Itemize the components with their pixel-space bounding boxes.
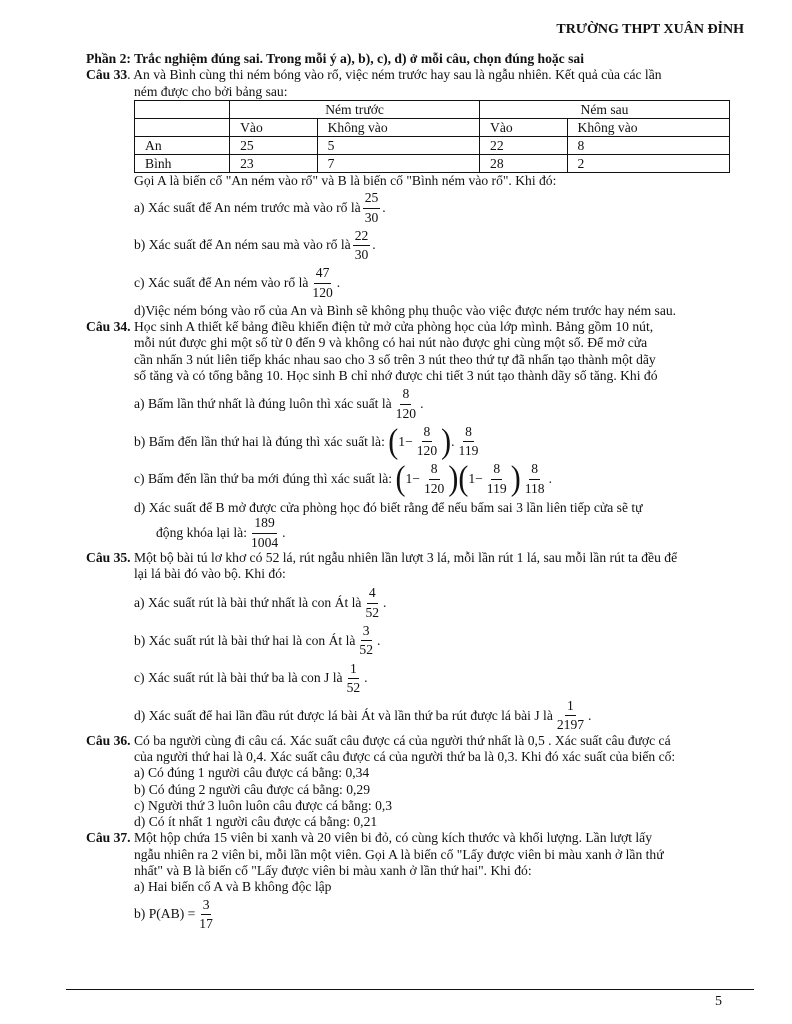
denominator: 30 [354,247,369,263]
q37-text-2: ngẫu nhiên ra 2 viên bi, mỗi lần một viên. Gọi A là biến cố "Lấy được viên bi màu xanh ở lần thứ [134,846,664,862]
fraction [345,662,363,696]
q35-option-b: b) Xác suất rút là bài thứ hai là con Át là $\frac{3}{52}$ . [134,623,381,658]
denominator: 119 [458,443,479,459]
table-group-after: Ném sau [480,100,730,118]
question-35 [86,550,726,733]
q34-option-a: a) Bấm lần thứ nhất là đúng luôn thì xác suất là $\frac{8}{120}$ . [134,386,424,421]
one: 1 [398,433,406,449]
numerator: 8 [463,425,474,442]
q35-label: Câu 35. [86,549,131,565]
q33-option-d: d)Việc ném bóng vào rổ của An và Bình sẽ không phụ thuộc vào việc được ném trước hay ném sau. [134,302,677,318]
q33-table [134,100,730,173]
denominator: 120 [395,405,417,421]
denominator: 120 [312,284,333,300]
table-cell: 5 [317,136,479,154]
numerator: 4 [367,586,378,603]
table-corner [135,100,230,118]
question-37 [86,830,726,931]
table-cell: Bình [135,154,230,172]
fraction [357,624,375,658]
table-cell: 25 [230,136,318,154]
fraction [415,425,439,459]
q35-text-2: lại lá bài đó vào bộ. Khi đó: [134,566,286,582]
q34-text-4: số tăng và có tổng bằng 10. Học sinh B chỉ nhớ được chi tiết 3 nút tạo thành dãy số tăng. Khi đó [134,368,658,384]
q36-option-b: b) Có đúng 2 người câu được cá bằng: 0,29 [134,781,370,797]
q33-option-a: a) Xác suất để An ném trước mà vào rổ là $\frac{25}{30}$ . [134,190,386,225]
denominator: 52 [359,642,373,658]
numerator: 189 [252,516,276,533]
table-cell: 22 [480,136,568,154]
option-text: a) Xác suất để An ném trước mà vào rổ là [134,199,361,215]
q36-text-1: Có ba người cùng đi câu cá. Xác suất câu được cá của người thứ nhất là 0,5 . Xác suất câu được cá [130,732,671,748]
one: 1 [405,471,413,487]
fraction [363,586,381,620]
fraction [523,462,547,496]
q34-option-d-text: d) Xác suất để B mở được cửa phòng học đó biết rằng để nếu bấm sai 3 lần liên tiếp cửa sẽ tự [134,500,643,515]
q33-label: Câu 33 [86,67,128,83]
numerator: 22 [353,229,371,246]
table-row [135,136,730,154]
table-cell: An [135,136,230,154]
q37-text-1: Một hộp chứa 15 viên bi xanh và 20 viên bi đỏ, có cùng kích thước và khối lượng. Lần lượt lấy [130,830,653,846]
question-36 [86,733,726,831]
option-text: b) Xác suất để An ném sau mà vào rổ là [134,237,351,253]
table-group-before: Ném trước [230,100,480,118]
q33-option-b: b) Xác suất để An ném sau mà vào rổ là $\frac{22}{30}$ . [134,227,376,263]
numerator: 1 [565,699,576,716]
q35-option-c: c) Xác suất rút là bài thứ ba là con J là $\frac{1}{52}$ . [134,660,368,695]
parenthesis-group: ( 1 − $\frac{8}{120}$ ) [388,422,452,461]
denominator: 52 [365,604,380,620]
table-cell: 2 [567,154,729,172]
table-corner-2 [135,118,230,136]
q37-label: Câu 37. [86,830,131,846]
q33-option-c: c) Xác suất để An ném vào rổ là $\frac{47}{120}$ . [134,265,341,300]
option-text: b) Xác suất rút là bài thứ hai là con Át là [134,632,356,648]
denominator: 118 [524,480,545,496]
q34-label: Câu 34. [86,319,131,335]
q36-option-a: a) Có đúng 1 người câu được cá bằng: 0,34 [134,765,370,781]
q36-label: Câu 36. [86,732,131,748]
numerator: 25 [363,191,381,208]
denominator: 1004 [250,534,279,550]
fraction [353,229,371,263]
denominator: 30 [364,209,379,225]
q37-option-a: a) Hai biến cố A và B không độc lập [134,879,332,895]
fraction [485,462,509,496]
option-text: c) Xác suất rút là bài thứ ba là con J là [134,670,343,686]
numerator: 47 [314,266,332,283]
question-34 [86,319,726,550]
table-cell: 23 [230,154,318,172]
numerator: 1 [348,662,359,679]
table-sub-header: Không vào [567,118,729,136]
q35-text-1: Một bộ bài tú lơ khơ có 52 lá, rút ngẫu nhiên lần lượt 3 lá, mỗi lần rút 1 lá, sau mỗi lần rút ta đều để [130,549,678,565]
numerator: 3 [201,898,212,915]
option-text: a) Bấm lần thứ nhất là đúng luôn thì xác suất là [134,396,392,412]
fraction [249,516,280,550]
q36-option-d: d) Có ít nhất 1 người câu được cá bằng: 0,21 [134,814,378,830]
fraction [394,387,418,421]
q34-option-c: c) Bấm đến lần thứ ba mới đúng thì xác suất là: ( 1 − $\frac{8}{120}$ ) ( 1 − $\frac{8}{119}$ ) $\frac{8}{118}$ . [134,459,552,498]
numerator: 8 [491,462,502,479]
q37-text-3: nhất" và B là biến cố "Lấy được viên bi màu xanh ở lần thứ hai". Khi đó: [134,863,532,879]
table-sub-header: Vào [480,118,568,136]
numerator: 8 [429,462,440,479]
table-sub-header: Vào [230,118,318,136]
table-cell: 8 [567,136,729,154]
table-row [135,154,730,172]
table-cell: 7 [317,154,479,172]
fraction [422,462,446,496]
part-title: Phần 2: Trắc nghiệm đúng sai. Trong mỗi ý a), b), c), d) ở mỗi câu, chọn đúng hoặc sai [86,51,584,66]
q34-text-3: cần nhấn 3 nút liên tiếp khác nhau sao cho 3 số trên 3 nút theo thứ tự đã nhấn tạo thành một dãy [134,351,656,367]
table-sub-header: Không vào [317,118,479,136]
question-33 [86,67,726,319]
fraction [457,425,481,459]
denominator: 2197 [556,717,585,733]
q34-option-b: b) Bấm đến lần thứ hai là đúng thì xác suất là: ( 1 − $\frac{8}{120}$ ) . $\frac{8}{119}$ [134,422,479,461]
option-text: b) Bấm đến lần thứ hai là đúng thì xác suất là: [134,433,385,449]
q33-text-1: . An và Bình cùng thi ném bóng vào rổ, việc ném trước hay sau là ngẫu nhiên. Kết quả của các lần [127,67,662,83]
footer-divider [66,989,754,990]
school-header: TRƯỜNG THPT XUÂN ĐỈNH [556,22,744,37]
denominator: 52 [346,679,361,695]
option-text: d) Xác suất để hai lần đầu rút được lá bài Át và lần thứ ba rút được lá bài J là [134,707,553,723]
denominator: 119 [486,480,507,496]
q33-intro: Gọi A là biến cố "An ném vào rổ" và B là biến cố "Bình ném vào rổ". Khi đó: [134,172,557,188]
q34-option-d: động khóa lại là: $\frac{189}{1004}$ . [156,515,286,550]
q35-option-d: d) Xác suất để hai lần đầu rút được lá bài Át và lần thứ ba rút được lá bài J là $\frac{1}{2197}$ . [134,698,592,733]
fraction [363,191,381,225]
fraction [310,266,334,300]
parenthesis-group: ( 1 − $\frac{8}{119}$ ) [458,459,521,498]
numerator: 8 [400,387,411,404]
page-number: 5 [715,994,722,1009]
denominator: 120 [416,443,438,459]
q37-option-b [134,898,726,932]
denominator: 120 [423,480,445,496]
option-text: b) P(AB) = [134,906,196,922]
denominator: 17 [199,915,213,931]
option-text: c) Bấm đến lần thứ ba mới đúng thì xác suất là: [134,471,393,487]
numerator: 3 [361,624,372,641]
option-text: c) Xác suất để An ném vào rổ là [134,274,309,290]
q36-text-2: của người thứ hai là 0,4. Xác suất câu được cá của người thứ ba là 0,3. Khi đó xác suất của biến cố: [134,748,676,764]
parenthesis-group: ( 1 − $\frac{8}{120}$ ) [395,459,459,498]
option-text: a) Xác suất rút là bài thứ nhất là con Át là [134,595,362,611]
q35-option-a: a) Xác suất rút là bài thứ nhất là con Át là $\frac{4}{52}$ . [134,585,387,620]
numerator: 8 [529,462,540,479]
table-cell: 28 [480,154,568,172]
q33-text-2: ném được cho bởi bảng sau: [134,83,288,99]
fraction [197,898,215,932]
q36-option-c: c) Người thứ 3 luôn luôn câu được cá bằng: 0,3 [134,797,393,813]
q34-text-1: Học sinh A thiết kế bảng điều khiển điện tử mở cửa phòng học của lớp mình. Bảng gồm 10 nút, [130,319,654,335]
one: 1 [468,471,476,487]
fraction [555,699,586,733]
numerator: 8 [422,425,433,442]
option-text: động khóa lại là: [156,524,247,540]
q34-text-2: mỗi nút được ghi một số từ 0 đến 9 và không có hai nút nào được ghi cùng một số. Để mở cửa [134,335,648,351]
content [86,51,726,931]
